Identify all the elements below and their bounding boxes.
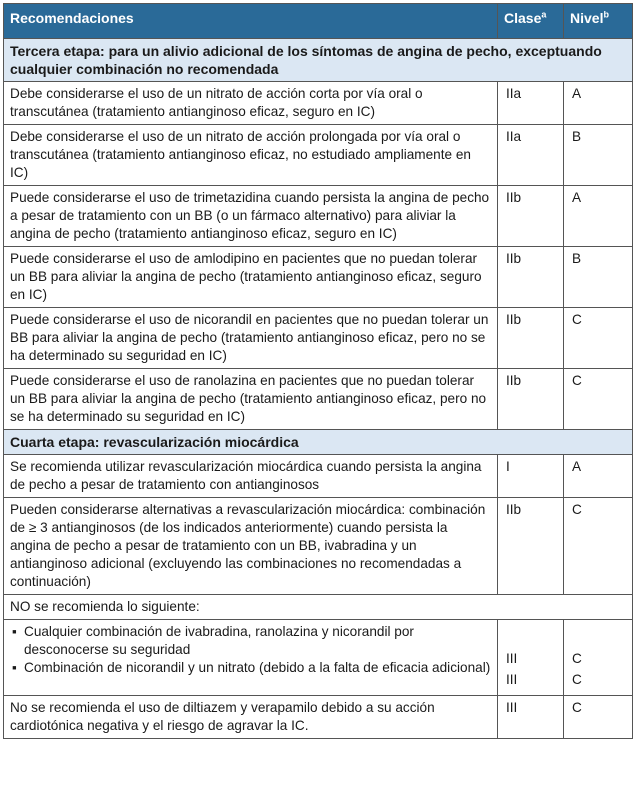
- table-row: [4, 82, 633, 125]
- class-cell: I: [498, 455, 564, 498]
- recommendation-text: Se recomienda utilizar revascularización miocárdica cuando persista la angina de pecho a pesar de tratamiento con antianginosos: [4, 455, 498, 498]
- table-row: [4, 369, 633, 430]
- table-row: [4, 247, 633, 308]
- class-stack: [506, 623, 557, 692]
- recommendation-text: Pueden considerarse alternativas a revascularización miocárdica: combinación de ≥ 3 antianginosos (de los indicados anteriormente) cuando persista la angina de pecho a pesar de tratamiento con un BB, ivabradina y un antianginoso adicional (excluyendo las combinaciones no recomendadas a continuación): [4, 498, 498, 595]
- table-row: [4, 308, 633, 369]
- level-stack: [572, 623, 626, 692]
- table-row: [4, 595, 633, 620]
- list-item: [10, 623, 491, 659]
- table-header-row: [4, 4, 633, 39]
- recommendations-table: [3, 3, 633, 739]
- class-cell: IIa: [498, 125, 564, 186]
- level-cell: A: [564, 186, 633, 247]
- level-cell: A: [564, 455, 633, 498]
- table-row: [4, 455, 633, 498]
- recommendation-text: Puede considerarse el uso de ranolazina en pacientes que no puedan tolerar un BB para aliviar la angina de pecho (tratamiento antianginoso eficaz, pero no se ha determinado su seguridad en IC): [4, 369, 498, 430]
- class-cell: IIb: [498, 498, 564, 595]
- header-nivel: Nivel$^b$: [564, 4, 633, 39]
- class-cell: [498, 620, 564, 696]
- level-cell: A: [564, 82, 633, 125]
- class-value: III: [506, 651, 518, 666]
- section-row: [4, 39, 633, 82]
- level-cell: B: [564, 247, 633, 308]
- header-recomendaciones: Recomendaciones: [4, 4, 498, 39]
- not-recommended-intro: NO se recomienda lo siguiente:: [4, 595, 633, 620]
- header-clase: Clase$^a$: [498, 4, 564, 39]
- recommendation-text: Debe considerarse el uso de un nitrato de acción corta por vía oral o transcutánea (tratamiento antianginoso eficaz, seguro en IC): [4, 82, 498, 125]
- section-row: [4, 430, 633, 455]
- class-value: III: [506, 672, 518, 687]
- level-cell: B: [564, 125, 633, 186]
- level-cell: C: [564, 498, 633, 595]
- bullet-icon: ▪: [12, 660, 17, 675]
- table-row: [4, 620, 633, 696]
- recommendation-text: No se recomienda el uso de diltiazem y verapamilo debido a su acción cardiotónica negativa y el riesgo de agravar la IC.: [4, 696, 498, 739]
- table-row: [4, 186, 633, 247]
- list-item-text: Cualquier combinación de ivabradina, ranolazina y nicorandil por desconocerse su seguridad: [24, 624, 414, 657]
- recommendation-text: Puede considerarse el uso de trimetazidina cuando persista la angina de pecho a pesar de tratamiento con un BB (o un fármaco alternativo) para aliviar la angina de pecho (tratamiento antianginoso eficaz, seguro en IC): [4, 186, 498, 247]
- not-recommended-list: [10, 623, 491, 677]
- section-title: Cuarta etapa: revascularización miocárdica: [4, 430, 633, 455]
- class-cell: III: [498, 696, 564, 739]
- class-cell: IIb: [498, 369, 564, 430]
- recommendation-text: Debe considerarse el uso de un nitrato de acción prolongada por vía oral o transcutánea (tratamiento antianginoso eficaz, no estudiado ampliamente en IC): [4, 125, 498, 186]
- level-cell: C: [564, 308, 633, 369]
- level-cell: C: [564, 369, 633, 430]
- class-cell: IIb: [498, 247, 564, 308]
- list-item-text: Combinación de nicorandil y un nitrato (debido a la falta de eficacia adicional): [24, 660, 491, 675]
- bullet-icon: ▪: [12, 624, 17, 639]
- not-recommended-list-cell: [4, 620, 498, 696]
- class-cell: IIb: [498, 308, 564, 369]
- level-value: C: [572, 672, 582, 687]
- class-cell: IIa: [498, 82, 564, 125]
- level-cell: [564, 620, 633, 696]
- level-cell: C: [564, 696, 633, 739]
- level-value: C: [572, 651, 582, 666]
- section-title: Tercera etapa: para un alivio adicional de los síntomas de angina de pecho, exceptuando cualquier combinación no recomendada: [4, 39, 633, 82]
- table-row: [4, 696, 633, 739]
- recommendation-text: Puede considerarse el uso de nicorandil en pacientes que no puedan tolerar un BB para aliviar la angina de pecho (tratamiento antianginoso eficaz, pero no se ha determinado su seguridad en IC): [4, 308, 498, 369]
- class-cell: IIb: [498, 186, 564, 247]
- table-row: [4, 498, 633, 595]
- table-row: [4, 125, 633, 186]
- list-item: [10, 659, 491, 677]
- recommendation-text: Puede considerarse el uso de amlodipino en pacientes que no puedan tolerar un BB para aliviar la angina de pecho (tratamiento antianginoso eficaz, seguro en IC): [4, 247, 498, 308]
